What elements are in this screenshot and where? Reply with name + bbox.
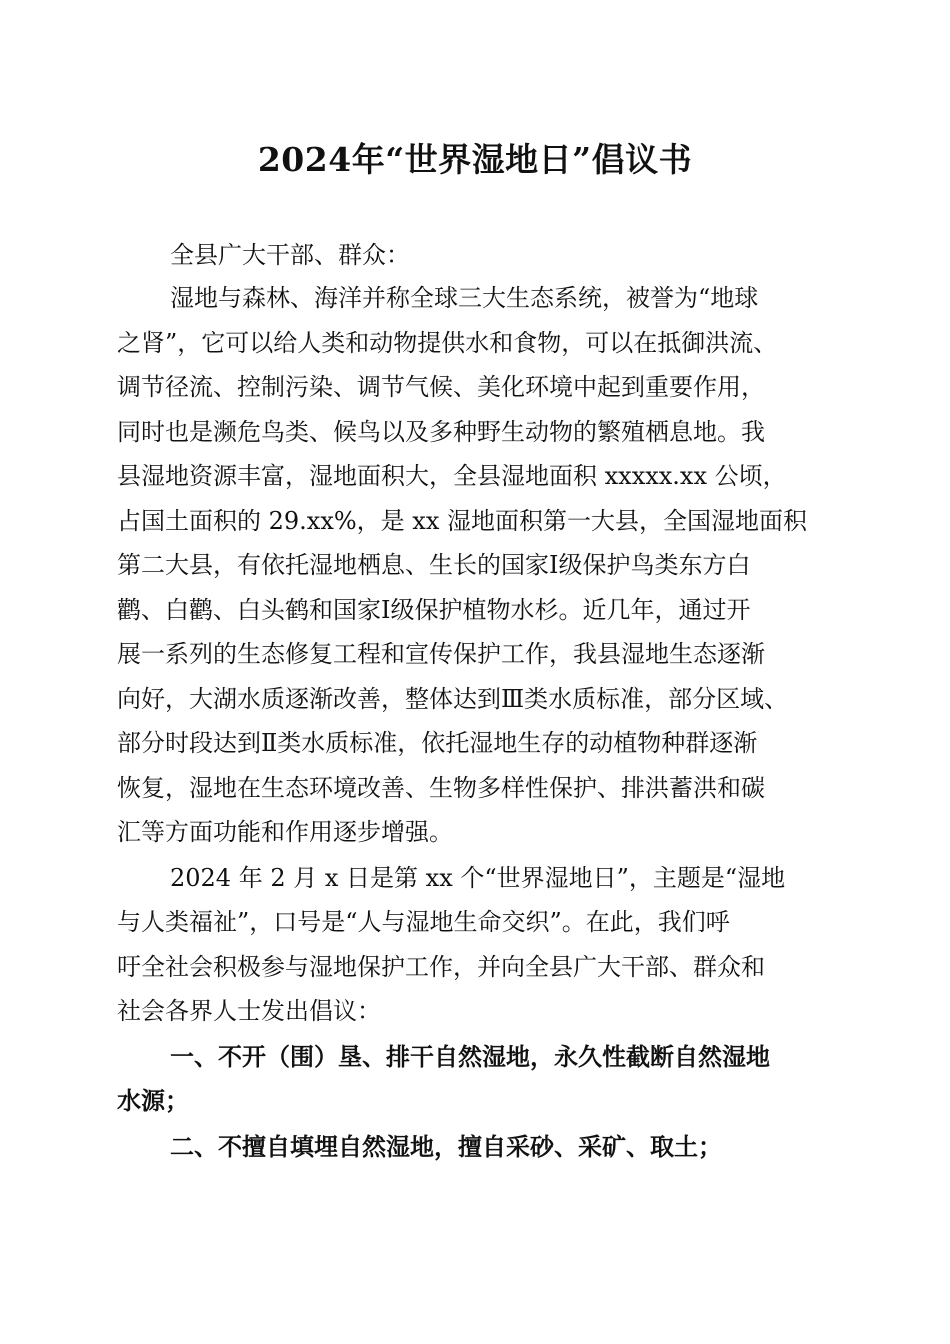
paragraph-line: 社会各界人士发出倡议： (117, 997, 381, 1025)
paragraph-line: 调节径流、控制污染、调节气候、美化环境中起到重要作用， (117, 373, 765, 401)
initiative-line: 一、不开（围）垦、排干自然湿地，永久性截断自然湿地 (170, 1043, 770, 1071)
paragraph-line: 吁全社会积极参与湿地保护工作，并向全县广大干部、群众和 (117, 953, 765, 981)
salutation: 全县广大干部、群众： (170, 241, 410, 269)
initiative-line: 二、不擅自填埋自然湿地，擅自采砂、采矿、取土； (170, 1133, 722, 1161)
paragraph-line: 部分时段达到Ⅱ类水质标准，依托湿地生存的动植物种群逐渐 (117, 729, 758, 757)
paragraph-line: 鹳、白鹳、白头鹤和国家Ⅰ级保护植物水杉。近几年，通过开 (117, 596, 751, 624)
paragraph-line: 县湿地资源丰富，湿地面积大，全县湿地面积 xxxxx.xx 公顷， (117, 462, 787, 490)
paragraph-line: 第二大县，有依托湿地栖息、生长的国家Ⅰ级保护鸟类东方白 (117, 551, 751, 579)
paragraph-line: 同时也是濒危鸟类、候鸟以及多种野生动物的繁殖栖息地。我 (117, 418, 765, 446)
paragraph-line: 占国土面积的 29.xx%，是 xx 湿地面积第一大县，全国湿地面积 (117, 507, 807, 535)
initiative-line: 水源； (117, 1087, 189, 1115)
paragraph-line: 湿地与森林、海洋并称全球三大生态系统，被誉为“地球 (170, 284, 759, 312)
paragraph-line: 展一系列的生态修复工程和宣传保护工作，我县湿地生态逐渐 (117, 640, 765, 668)
paragraph-line: 汇等方面功能和作用逐步增强。 (117, 818, 453, 846)
paragraph-line: 恢复，湿地在生态环境改善、生物多样性保护、排洪蓄洪和碳 (117, 774, 765, 802)
paragraph-line: 之肾”，它可以给人类和动物提供水和食物，可以在抵御洪流、 (117, 329, 778, 357)
document-title: 2024年“世界湿地日”倡议书 (257, 140, 693, 179)
paragraph-line: 与人类福祉”，口号是“人与湿地生命交织”。在此，我们呼 (117, 908, 730, 936)
paragraph-line: 向好，大湖水质逐渐改善，整体达到Ⅲ类水质标准，部分区域、 (117, 685, 789, 713)
paragraph-line: 2024 年 2 月 x 日是第 xx 个“世界湿地日”，主题是“湿地 (170, 864, 786, 892)
